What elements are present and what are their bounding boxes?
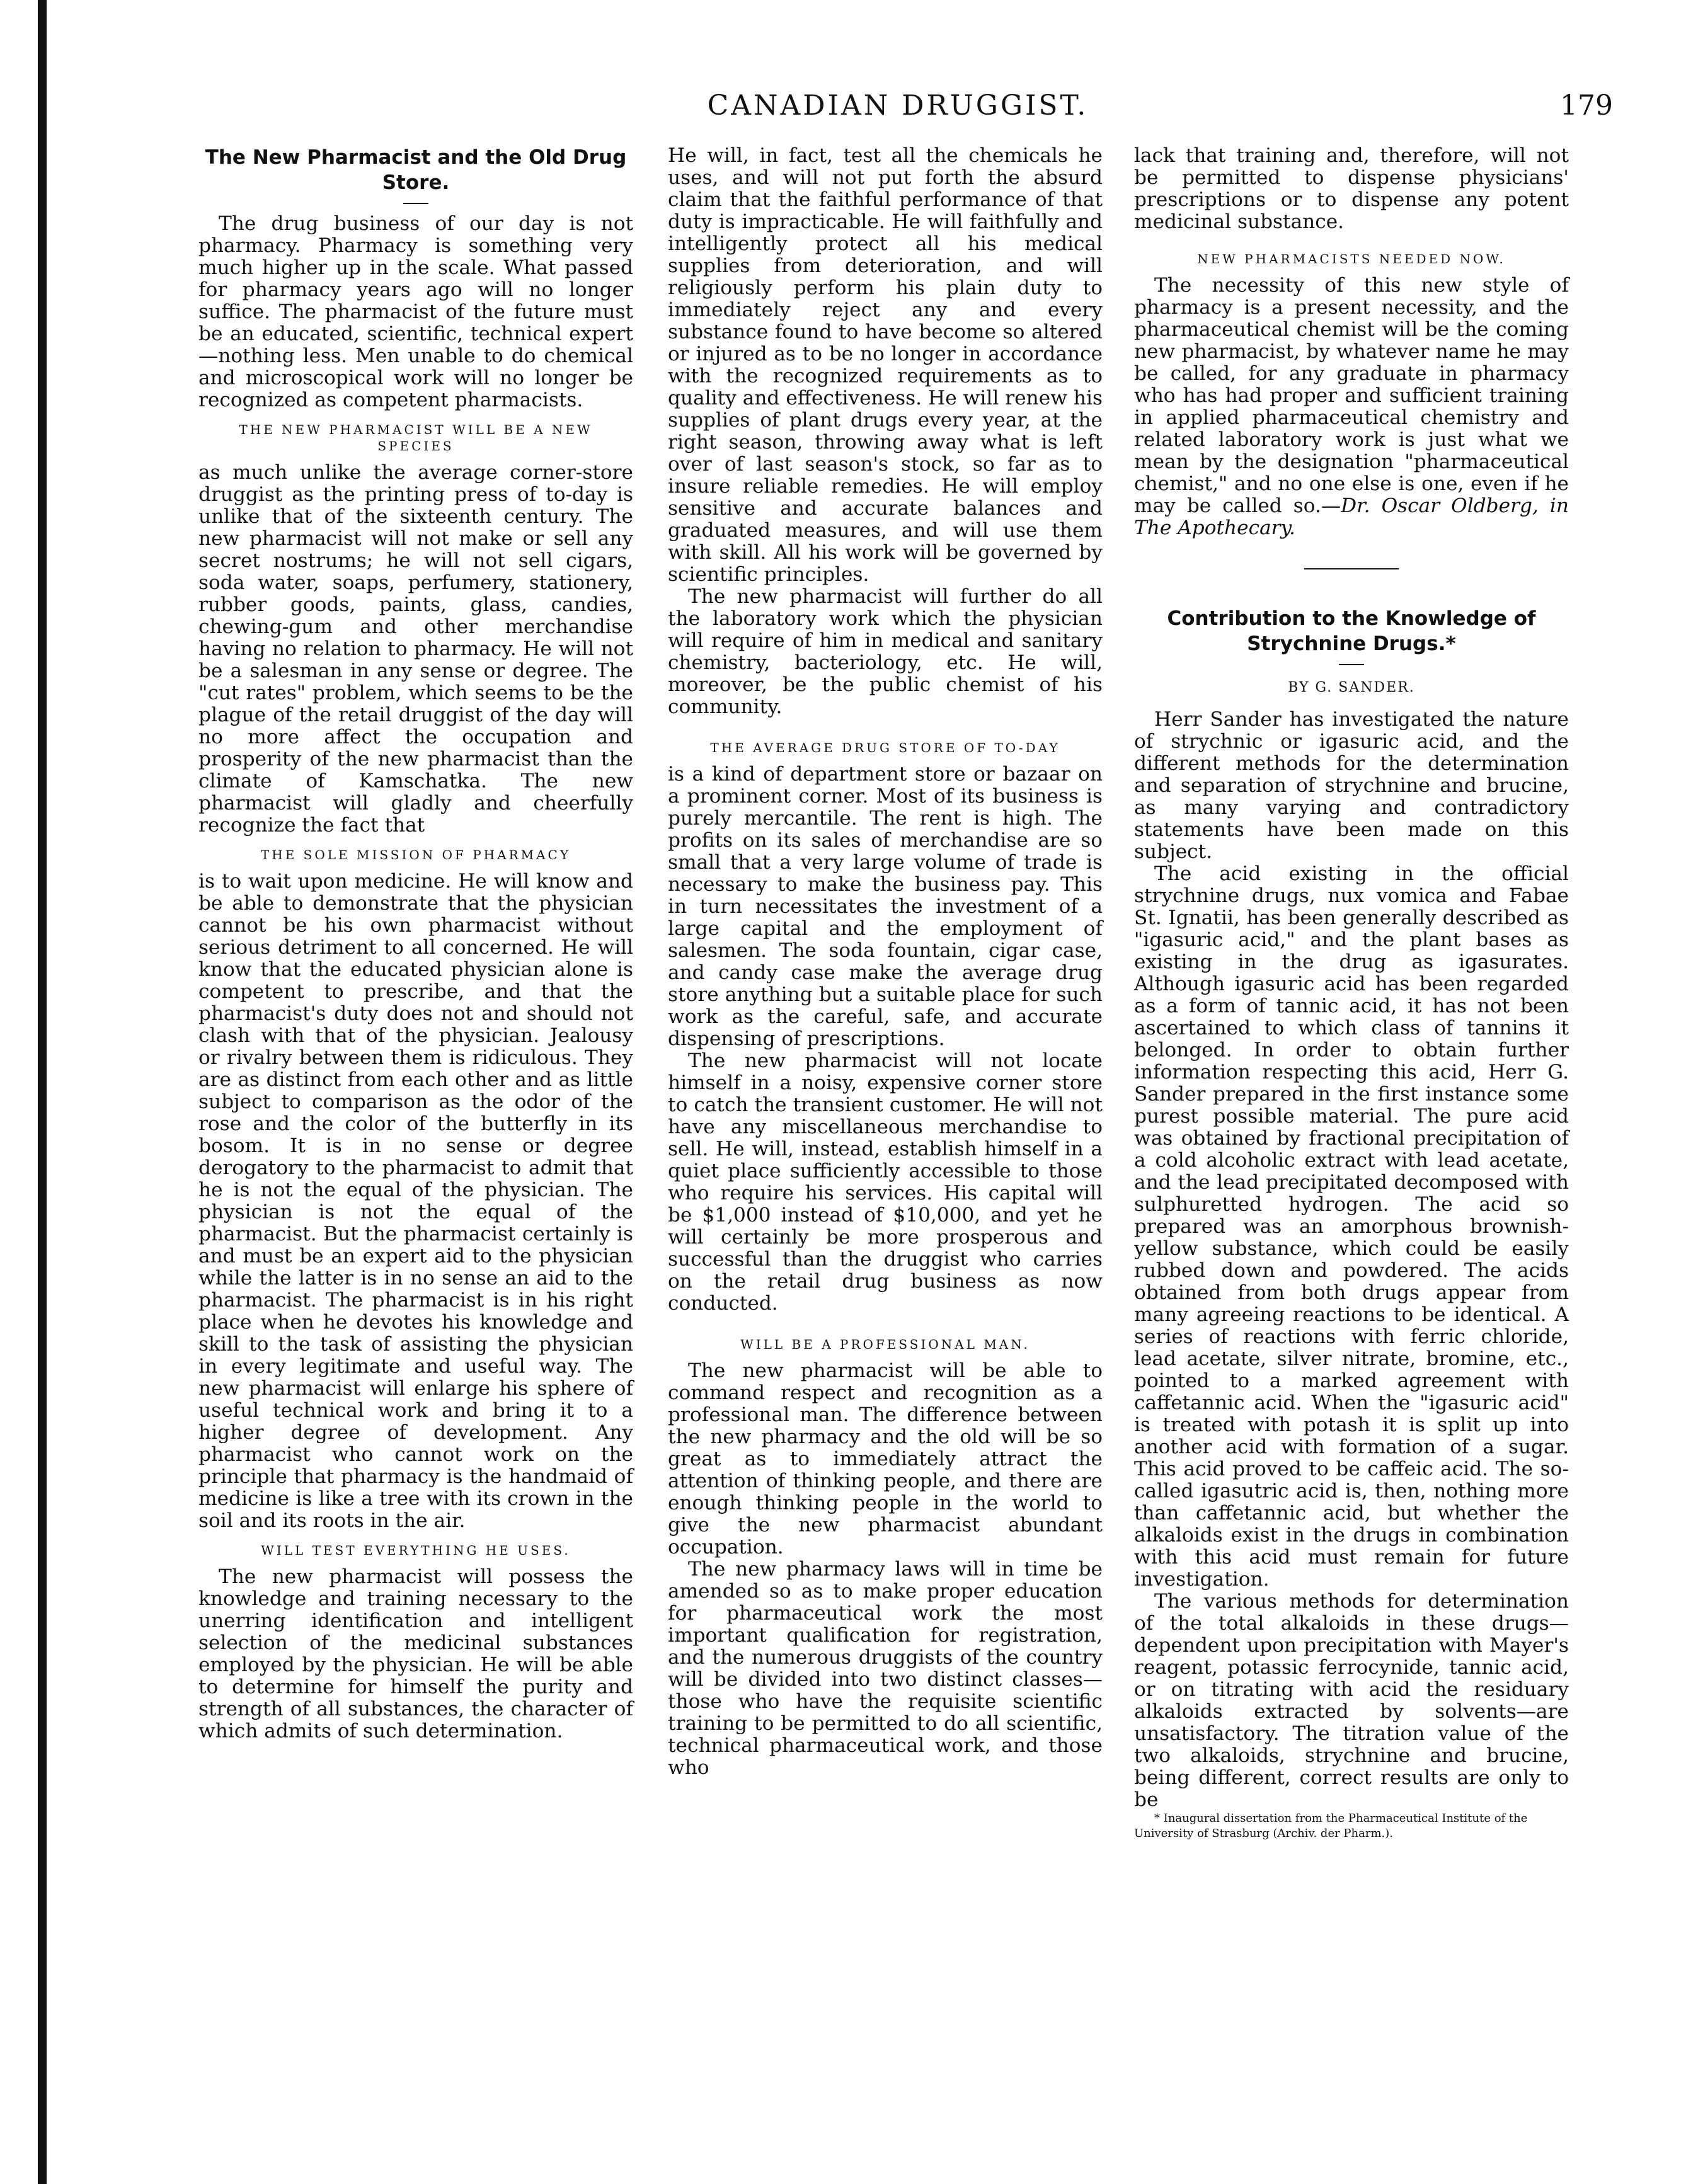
- paragraph: He will, in fact, test all the chemicals he uses, and will not put forth the absurd claim that the faithful performance of that duty is impracticable. He will faithfully and intelligently protect all his medical supplies from deterioration, and will religiously perform his plain duty to immediately reject any and every substance found to have become so altered or injured as to be no longer in accordance with the recognized requirements as to quality and effectiveness. He will renew his supplies of plant drugs every year, at the right season, throwing away what is left over of last season's stock, so far as to insure reliable remedies. He will employ sensitive and accurate balances and graduated measures, and will use them with skill. All his work will be governed by scientific principles.: [668, 144, 1103, 586]
- paragraph: Herr Sander has investigated the nature of strychnic or igasuric acid, and the different methods for the determination and separation of strychnine and brucine, as many varying and contradictory statements have been made on this subject.: [1134, 708, 1569, 863]
- paragraph: [1134, 275, 1569, 539]
- subheading-sole-mission: THE SOLE MISSION OF PHARMACY: [260, 847, 571, 862]
- paragraph: The new pharmacist will be able to command respect and recognition as a professional man. The difference between the new pharmacy and the old will be so great as to immediately attract the attention of thinking people, and there are enough thinking people in the world to give the new pharmacist abundant occupation.: [668, 1359, 1103, 1558]
- subheading-professional-man: WILL BE A PROFESSIONAL MAN.: [740, 1337, 1030, 1352]
- paragraph: The new pharmacist will further do all the laboratory work which the physician will require of him in medical and sanitary chemistry, bacteriology, etc. He will, moreover, be the public chemist of his community.: [668, 585, 1103, 718]
- paragraph: The new pharmacy laws will in time be amended so as to make proper education for pharmaceutical work the most important qualification for registration, and the numerous druggists of the country will be divided into two distinct classes—those who have the requisite scientific training to be permitted to do all scientific, technical pharmaceutical work, and those who: [668, 1558, 1103, 1779]
- article-separator: [1304, 568, 1399, 569]
- subheading-test-everything: WILL TEST EVERYTHING HE USES.: [261, 1543, 571, 1558]
- byline: BY G. SANDER.: [1288, 680, 1415, 695]
- column-1: [198, 145, 633, 1742]
- title-dash: [1339, 664, 1364, 665]
- paragraph: The various methods for determination of the total alkaloids in these drugs—dependent upon precipitation with Mayer's reagent, potassic ferrocynide, tannic acid, or on titrating with acid the residuary alkaloids extracted by solvents—are unsatisfactory. The titration value of the two alkaloids, strychnine and brucine, being different, correct results are only to be: [1134, 1590, 1569, 1811]
- subheading-needed-now: NEW PHARMACISTS NEEDED NOW.: [1197, 251, 1506, 266]
- paragraph: The new pharmacist will not locate himself in a noisy, expensive corner store to catch the transient customer. He will not have any miscellaneous merchandise to sell. He will, instead, establish himself in a quiet place sufficiently accessible to those who require his services. His capital will be $1,000 instead of $10,000, and yet he will certainly be more prosperous and successful than the druggist who carries on the retail drug business as now conducted.: [668, 1049, 1103, 1315]
- paragraph: is a kind of department store or bazaar on a prominent corner. Most of its business is purely mercantile. The rent is high. The profits on its sales of merchandise are so small that a very large volume of trade is necessary to make the business pay. This in turn necessitates the investment of a large capital and the employment of salesmen. The soda fountain, cigar case, and candy case make the average drug store anything but a suitable place for such work as the careful, safe, and accurate dispensing of prescriptions.: [668, 763, 1103, 1050]
- page-number: 179: [1560, 89, 1613, 122]
- title-dash: [403, 203, 428, 204]
- subheading-average-drug-store: THE AVERAGE DRUG STORE OF TO-DAY: [710, 740, 1060, 755]
- paragraph: lack that training and, therefore, will not be permitted to dispense physicians' prescriptions or to dispense any potent medicinal substance.: [1134, 144, 1569, 233]
- publication-title: CANADIAN DRUGGIST.: [707, 89, 1089, 122]
- attribution: —Dr. Oscar Oldberg, in The Apothecary.: [1134, 495, 1569, 539]
- paragraph: The new pharmacist will possess the knowledge and training necessary to the unerring identification and intelligent selection of the medicinal substances employed by the physician. He will be able to determine for himself the purity and strength of all substances, the character of which admits of such determination.: [198, 1565, 633, 1742]
- paragraph-text: The necessity of this new style of pharmacy is a present necessity, and the pharmaceutical chemist will be the coming new pharmacist, by whatever name he may be called, for any graduate in pharmacy who has had proper and sufficient training in applied pharmaceutical chemistry and related laboratory work is just what we mean by the designation "pharmaceutical chemist," and no one else is one, even if he may be called so.: [1134, 274, 1569, 517]
- footnote: * Inaugural dissertation from the Pharmaceutical Institute of the University of Strasburg (Archiv. der Pharm.).: [1134, 1812, 1528, 1840]
- paragraph: The acid existing in the official strychnine drugs, nux vomica and Fabae St. Ignatii, has been generally described as "igasuric acid," and the plant bases as existing in the drug as igasurates. Although igasuric acid has been regarded as a form of tannic acid, it has not been ascertained to which class of tannins it belonged. In order to obtain further information respecting this acid, Herr G. Sander prepared in the first instance some purest possible material. The pure acid was obtained by fractional precipitation of a cold alcoholic extract with lead acetate, and the lead precipitated decomposed with sulphuretted hydrogen. The acid so prepared was an amorphous brownish-yellow substance, which could be easily rubbed down and powdered. The acids obtained from both drugs appear from many agreeing reactions to be identical. A series of reactions with ferric chloride, lead acetate, silver nitrate, bromine, etc., pointed to a marked agreement with caffetannic acid. When the "igasuric acid" is treated with potash it is split up into another acid with formation of a sugar. This acid proved to be caffeic acid. The so-called igasutric acid is, then, nothing more than caffetannic acid, but whether the alkaloids exist in the drugs in combination with this acid must remain for future investigation.: [1134, 862, 1569, 1591]
- article-title-strychnine: Contribution to the Knowledge of Strychnine Drugs.*: [1167, 607, 1536, 655]
- paragraph: The drug business of our day is not pharmacy. Pharmacy is something very much higher up in the scale. What passed for pharmacy years ago will no longer suffice. The pharmacist of the future must be an educated, scientific, technical expert—nothing less. Men unable to do chemical and microscopical work will no longer be recognized as competent pharmacists.: [198, 212, 633, 411]
- binding-edge: [38, 0, 47, 2184]
- paragraph: is to wait upon medicine. He will know and be able to demonstrate that the physician cannot be his own pharmacist without serious detriment to all concerned. He will know that the educated physician alone is competent to prescribe, and that the pharmacist's duty does not and should not clash with that of the physician. Jealousy or rivalry between them is ridiculous. They are as distinct from each other and as little subject to comparison as the odor of the rose and the color of the butterfly in its bosom. It is in no sense or degree derogatory to the pharmacist to admit that he is not the equal of the physician. The physician is not the equal of the pharmacist. But the pharmacist certainly is and must be an expert aid to the physician while the latter is in no sense an aid to the pharmacist. The pharmacist is in his right place when he devotes his knowledge and skill to the task of assisting the physician in every legitimate and useful way. The new pharmacist will enlarge his sphere of useful technical work and bring it to a higher degree of development. Any pharmacist who cannot work on the principle that pharmacy is the handmaid of medicine is like a tree with its crown in the soil and its roots in the air.: [198, 870, 633, 1532]
- column-2: [668, 145, 1103, 1779]
- column-3: [1134, 145, 1569, 1841]
- article-title-new-pharmacist: The New Pharmacist and the Old Drug Store.: [205, 146, 627, 194]
- paragraph: as much unlike the average corner-store druggist as the printing press of to-day is unlike that of the sixteenth century. The new pharmacist will not make or sell any secret nostrums; he will not sell cigars, soda water, soaps, perfumery, stationery, rubber goods, paints, glass, candies, chewing-gum and other merchandise having no relation to pharmacy. He will not be a salesman in any sense or degree. The "cut rates" problem, which seems to be the plague of the retail druggist of the day will no more affect the occupation and prosperity of the new pharmacist than the climate of Kamschatka. The new pharmacist will gladly and cheerfully recognize the fact that: [198, 461, 633, 837]
- page-header: [183, 89, 1613, 127]
- subheading-new-species: THE NEW PHARMACIST WILL BE A NEW SPECIES: [239, 422, 593, 454]
